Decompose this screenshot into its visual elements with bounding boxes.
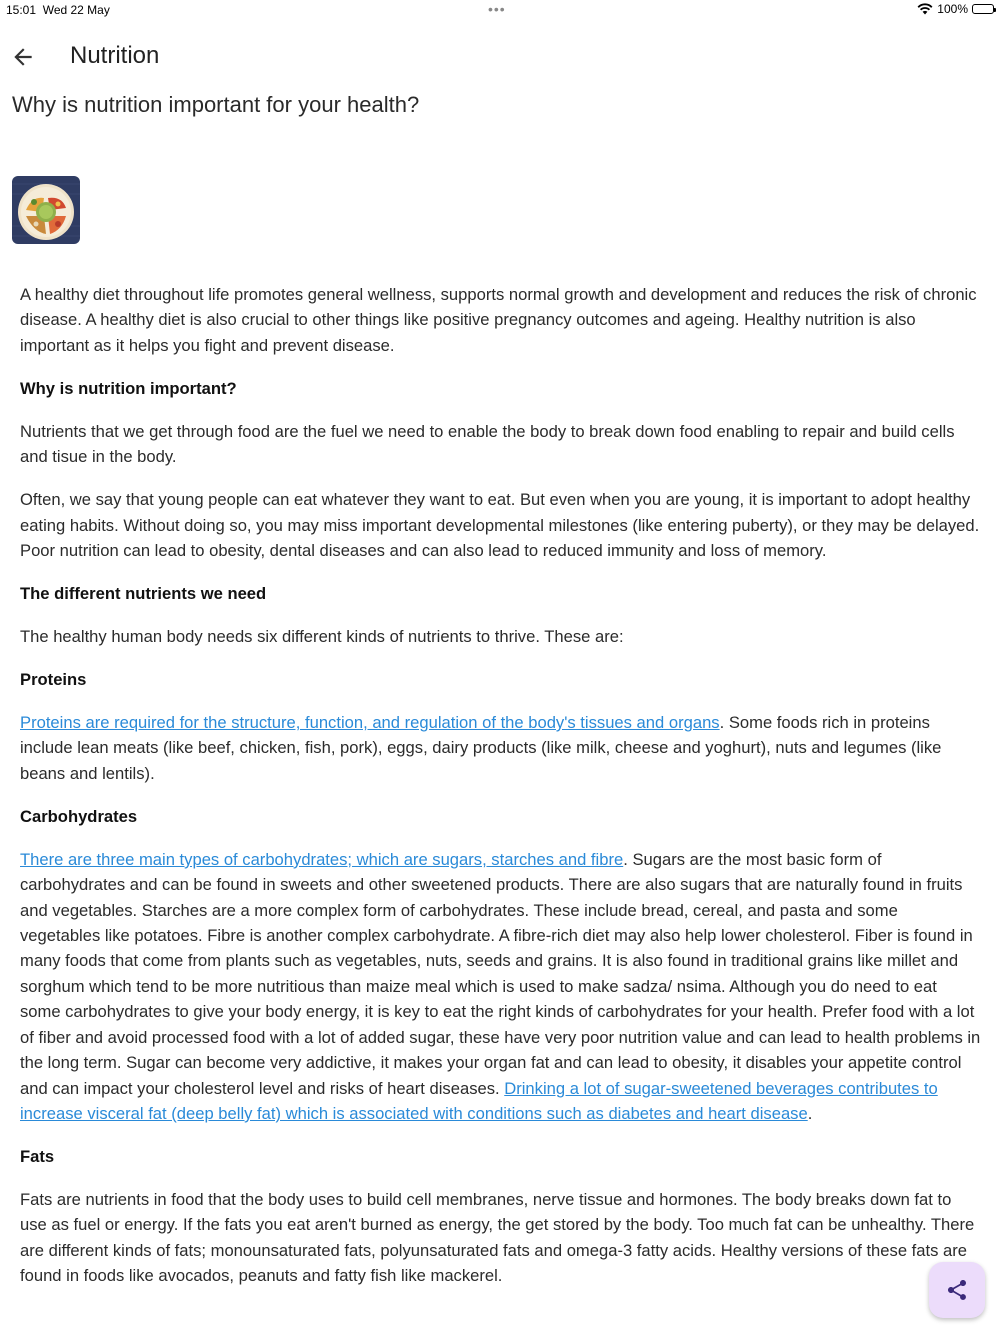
multitasking-dots-icon[interactable]: ••• bbox=[488, 1, 506, 17]
app-bar bbox=[0, 32, 1000, 82]
carbohydrates-types-link[interactable]: There are three main types of carbohydrates; which are sugars, starches and fibre bbox=[20, 849, 624, 869]
wifi-icon bbox=[917, 3, 933, 15]
carbohydrates-end: . bbox=[807, 1103, 813, 1123]
battery-icon bbox=[972, 4, 994, 14]
status-bar bbox=[0, 0, 1000, 22]
paragraph-fuel: Nutrients that we get through food are the fuel we need to enable the body to break down food enabling to repair and build cells and tisue in the body. bbox=[20, 421, 955, 467]
share-button[interactable] bbox=[929, 1262, 985, 1318]
paragraph-young-people: Often, we say that young people can eat whatever they want to eat. But even when you are young, it is important to adopt healthy eating habits. Without doing so, you may miss important developmental milestones (like entering puberty), or they may be delayed. Poor nutrition can lead to obesity, dental diseases and can also lead to reduced immunity and loss of memory. bbox=[20, 490, 980, 561]
app-bar-title: Nutrition bbox=[70, 42, 160, 69]
status-indicators bbox=[917, 2, 994, 16]
section-heading-nutrients: The different nutrients we need bbox=[20, 584, 267, 604]
paragraph-six-nutrients: The healthy human body needs six different kinds of nutrients to thrive. These are: bbox=[20, 627, 624, 647]
article-body bbox=[20, 282, 982, 1306]
food-platter-image bbox=[12, 176, 80, 244]
battery-percentage: 100% bbox=[937, 2, 968, 16]
paragraph-proteins bbox=[20, 710, 982, 786]
proteins-link[interactable]: Proteins are required for the structure, function, and regulation of the body's tissues and organs bbox=[20, 713, 720, 733]
paragraph-fats: Fats are nutrients in food that the body uses to build cell membranes, nerve tissue and hormones. The body breaks down fat to use as fuel or energy. If the fats you eat aren't burned as energy, the get stored by the body. Too much fat can be unhealthy. There are different kinds of fats; monounsaturated fats, polyunsaturated fats and omega-3 fatty acids. Healthy versions of these fats are found in foods like avocados, peanuts and fatty fish like mackerel. bbox=[20, 1189, 975, 1286]
section-heading-proteins: Proteins bbox=[20, 670, 87, 690]
article-intro: A healthy diet throughout life promotes general wellness, supports normal growth and development and reduces the risk of chronic disease. A healthy diet is also crucial to other things like positive pregnancy outcomes and ageing. Healthy nutrition is also important as it helps you fight and prevent disease. bbox=[20, 285, 977, 355]
paragraph-carbohydrates bbox=[20, 847, 982, 1126]
share-icon bbox=[945, 1278, 969, 1302]
proteins-text: . Some foods rich in proteins include lean meats (like beef, chicken, fish, pork), eggs, dairy products (like milk, cheese and yoghurt), nuts and legumes (like beans and lentils). bbox=[20, 713, 942, 783]
section-heading-fats: Fats bbox=[20, 1146, 55, 1166]
status-date: Wed 22 May bbox=[42, 3, 110, 17]
section-heading-carbohydrates: Carbohydrates bbox=[20, 806, 138, 826]
sugar-beverages-link[interactable]: Drinking a lot of sugar-sweetened beverages contributes to increase visceral fat (deep belly fat) which is associated with conditions such as diabetes and heart disease bbox=[20, 1078, 938, 1123]
page-title: Why is nutrition important for your health? bbox=[12, 92, 420, 117]
section-heading-why: Why is nutrition important? bbox=[20, 378, 237, 398]
arrow-left-icon[interactable] bbox=[10, 44, 36, 70]
carbohydrates-text: . Sugars are the most basic form of carbohydrates and can be found in sweets and other sweetened products. There are also sugars that are naturally found in fruits and vegetables. Starches are a more complex form of carbohydrates. These include bread, cereal, and pasta and some vegetables like potatoes. Fibre is another complex carbohydrate. A fibre-rich diet may also help lower cholesterol. Fiber is found in many foods that come from plants such as vegetables, nuts, seeds and grains. It is also found in traditional grains like millet and sorghum which tend to be more nutritious than maize meal which is used to make sadza/ nsima. Although you do need to eat some carbohydrates to give your body energy, it is key to eat the right kinds of carbohydrates for your health. Prefer food with a lot of fiber and avoid processed food with a lot of added sugar, these have very poor nutrition value and can lead to health problems in the long term. Sugar can become very addictive, it makes your organ fat and can lead to obesity, it disables your appetite control and can impact your cholesterol level and risks of heart diseases. bbox=[20, 849, 981, 1098]
status-time: 15:01 Wed 22 May bbox=[6, 3, 110, 17]
article-thumbnail-image[interactable] bbox=[12, 176, 80, 244]
